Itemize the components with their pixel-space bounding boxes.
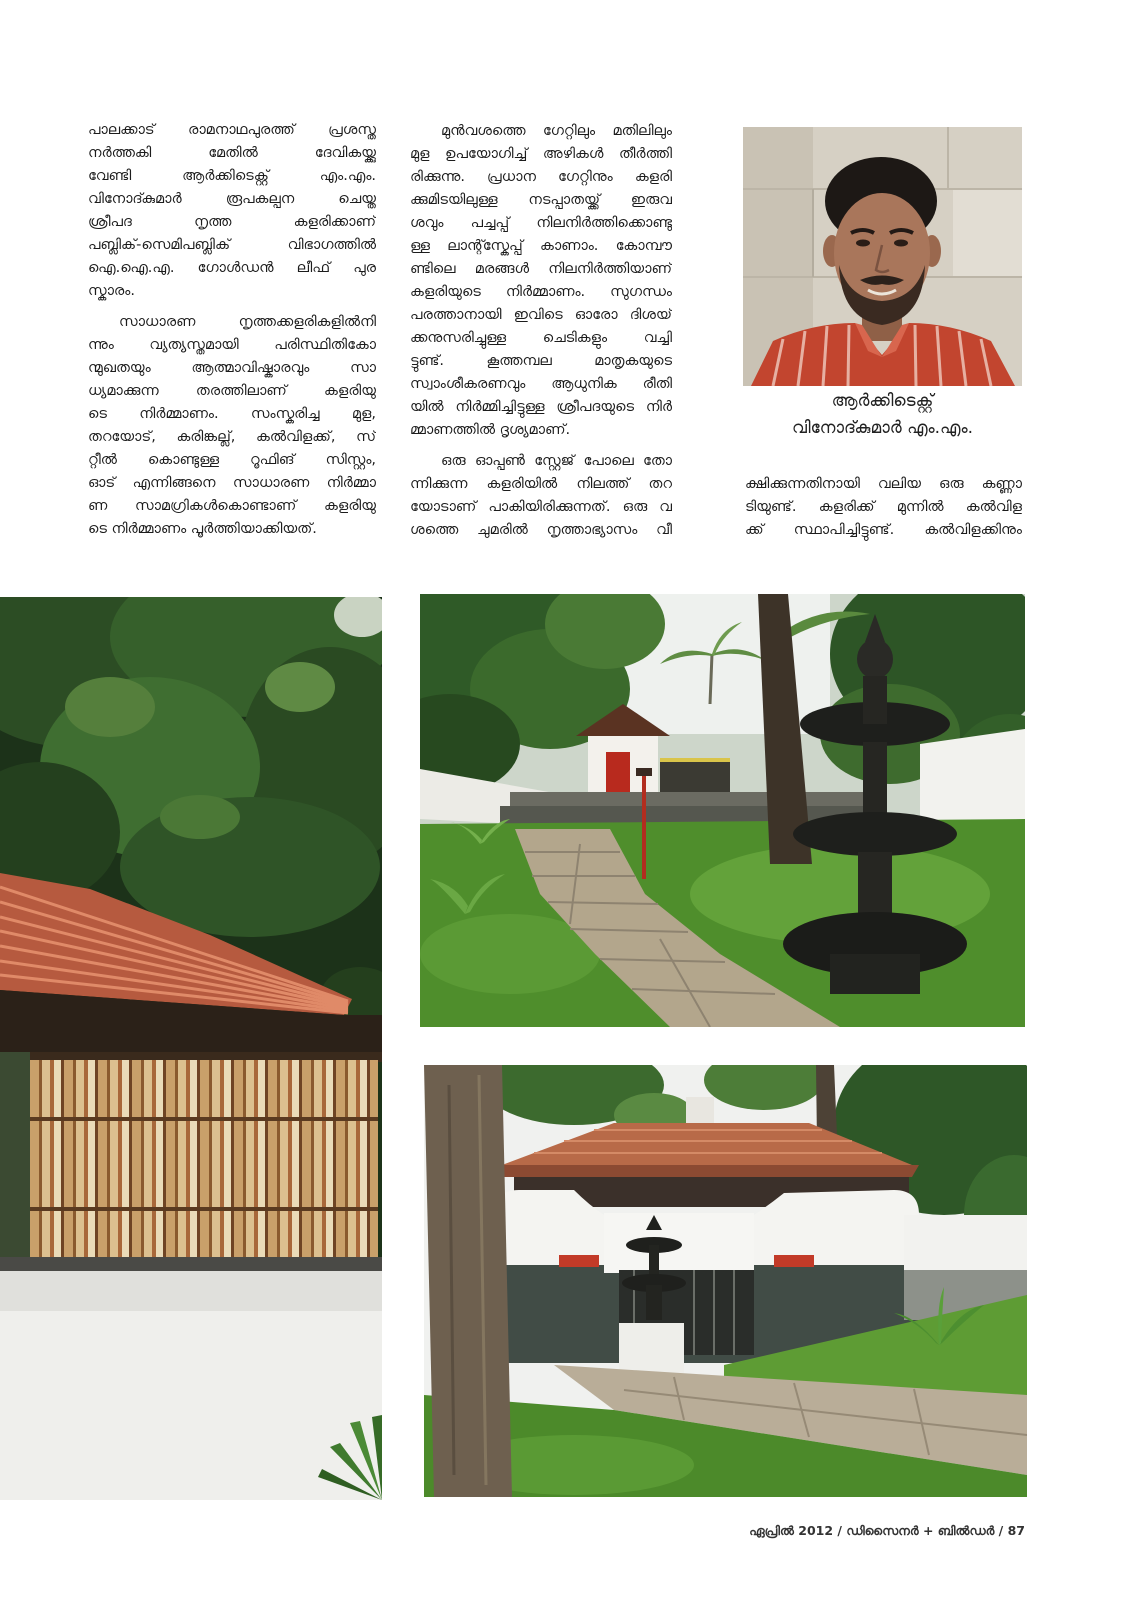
text-line: ക്ക് സ്ഥാപിച്ചിട്ടുണ്ട്. കൽവിളക്കിനും <box>745 522 1022 538</box>
text-line: ഓട് എന്നിങ്ങനെ സാധാരണ നിർമ്മാ <box>88 475 376 491</box>
text-line: ടെ നിർമ്മാണം. സംസ്കരിച്ച മുള, <box>88 406 376 422</box>
fence-base-shadow <box>0 1257 382 1271</box>
portrait-caption <box>743 388 1022 442</box>
text-column-left <box>88 119 376 541</box>
text-line: തറയോട്, കരിങ്കല്ല്, കൽവിളക്ക്, സ് <box>88 429 376 445</box>
bamboo-fence-tie <box>30 1117 378 1121</box>
red-door <box>606 752 630 794</box>
text-line: സാധാരണ നൃത്തക്കളരികളിൽനി <box>119 314 376 330</box>
text-line: യോടാണ് പാകിയിരിക്കുന്നത്. ഒരു വ <box>410 499 672 515</box>
text-line: ണ്ടിലെ മരങ്ങൾ നിലനിർത്തിയാണ് <box>410 261 672 277</box>
pavilion-photo-art <box>424 1065 1027 1497</box>
text-line: ള്ള ലാന്റ്സ്കേപ്പ് കാണാം. കോമ്പൗ <box>410 238 672 254</box>
text-line: ശവും പച്ചപ്പ് നിലനിർത്തിക്കൊണ്ടു <box>410 215 672 231</box>
text-line: ന്നും വ്യത്യസ്തമായി പരിസ്ഥിതികോ <box>88 337 376 353</box>
text-line: പബ്ലിക്-സെമിപബ്ലിക് വിഭാഗത്തിൽ <box>88 237 376 253</box>
architect-portrait-photo <box>743 127 1022 386</box>
text-line: ഐ.ഐ.എ. ഗോൾഡൻ ലീഫ് പുര <box>88 260 376 276</box>
text-line: വിനോദ്കുമാർ രൂപകല്പന ചെയ്ത <box>88 191 376 207</box>
red-tile-accent <box>774 1255 814 1267</box>
text-line: ണ സാമഗ്രികൾകൊണ്ടാണ് കളരിയു <box>88 498 376 514</box>
text-line: സ്കാരം. <box>88 283 135 299</box>
bamboo-fence-tie <box>30 1207 378 1211</box>
text-line: വേണ്ടി ആർക്കിടെക്റ്റ് എം.എം. <box>88 168 376 184</box>
text-line: ഒരു ഓപ്പൺ സ്റ്റേജ് പോലെ തോ <box>441 453 672 469</box>
garden-path-photo-art <box>420 594 1025 1027</box>
text-line: യിൽ നിർമ്മിച്ചിട്ടുള്ള ശ്രീപദയുടെ നിർ <box>410 399 672 415</box>
boundary-wall <box>904 1215 1027 1270</box>
text-line: ന്നിക്കുന്ന കളരിയിൽ നിലത്ത് തറ <box>410 476 672 492</box>
paragraph <box>410 450 672 542</box>
bamboo-fence-photo-art <box>0 597 382 1500</box>
text-line: പാലക്കാട് രാമനാഥപുരത്ത് പ്രശസ്ത <box>88 122 376 138</box>
roof-finial <box>686 1097 714 1123</box>
text-line: കളരിയുടെ നിർമ്മാണം. സുഗന്ധം <box>410 284 672 300</box>
text-line: നർത്തകി മേതിൽ ദേവികയ്ക്കു <box>88 145 376 161</box>
text-line: മ്മാണത്തിൽ ദൃശ്യമാണ്. <box>410 422 571 438</box>
white-wall-shade <box>0 1271 382 1311</box>
garden-path-photo <box>420 594 1025 1027</box>
pavilion-photo <box>424 1065 1027 1497</box>
text-line: രിക്കുന്നു. പ്രധാന ഗേറ്റിനും കളരി <box>410 169 672 185</box>
text-line: ശത്തെ ചുമരിൽ നൃത്താഭ്യാസം വീ <box>410 522 672 538</box>
text-line: ക്ഷിക്കുന്നതിനായി വലിയ ഒരു കണ്ണാ <box>745 476 1022 492</box>
left-tree-trunk <box>424 1065 512 1497</box>
caption-name: വിനോദ്കുമാർ എം.എം. <box>791 418 974 438</box>
text-line: സ്വാംശീകരണവും ആധുനിക രീതി <box>410 376 672 392</box>
paragraph <box>88 119 376 303</box>
bamboo-fence <box>30 1060 378 1257</box>
text-column-right <box>745 473 1022 542</box>
text-column-middle <box>410 120 672 542</box>
left-eye <box>856 240 870 247</box>
text-line: ന്മുഖതയും ആത്മാവിഷ്കാരവും സാ <box>88 360 376 376</box>
paragraph <box>88 311 376 541</box>
text-line: മുൻവശത്തെ ഗേറ്റിലും മതിലിലും <box>441 123 672 139</box>
paragraph <box>410 120 672 442</box>
text-line: ക്കനുസരിച്ചുള്ള ചെടികളും വച്ചി <box>410 330 672 346</box>
text-line: ക്കുമിടയിലുള്ള നടപ്പാതയ്ക്ക് ഇരുവ <box>410 192 672 208</box>
page-footer: ഏപ്രിൽ 2012 / ഡിസൈനർ + ബിൽഡർ / 87 <box>749 1523 1025 1538</box>
text-line: മുള ഉപയോഗിച്ച് അഴികൾ തീർത്തി <box>410 146 672 162</box>
bamboo-fence-photo <box>0 597 382 1500</box>
text-line: ടിയുണ്ട്. കളരിക്ക് മുന്നിൽ കൽവിള <box>745 499 1022 515</box>
text-line: ശ്രീപദ നൃത്ത കളരിക്കാണ് <box>88 214 376 230</box>
text-line: ടെ നിർമ്മാണം പൂർത്തിയാക്കിയത്. <box>88 521 317 537</box>
lamp-pedestal <box>619 1323 684 1373</box>
caption-title: ആർക്കിടെക്റ്റ് <box>831 391 934 411</box>
text-line: റ്റീൽ കൊണ്ടുള്ള റൂഫിങ് സിസ്റ്റം, <box>88 452 376 468</box>
text-line: ട്ടുണ്ട്. കൂത്തമ്പല മാതൃകയുടെ <box>410 353 672 369</box>
text-line: പരത്താനായി ഇവിടെ ഓരോ ദിശയ് <box>410 307 672 323</box>
red-tile-accent <box>559 1255 599 1267</box>
paragraph <box>745 473 1022 542</box>
portrait-art <box>743 127 1022 386</box>
text-line: ധ്യമാക്കുന്ന തരത്തിലാണ് കളരിയു <box>88 383 376 399</box>
fence-left-post <box>0 1052 30 1262</box>
right-eye <box>894 240 908 247</box>
